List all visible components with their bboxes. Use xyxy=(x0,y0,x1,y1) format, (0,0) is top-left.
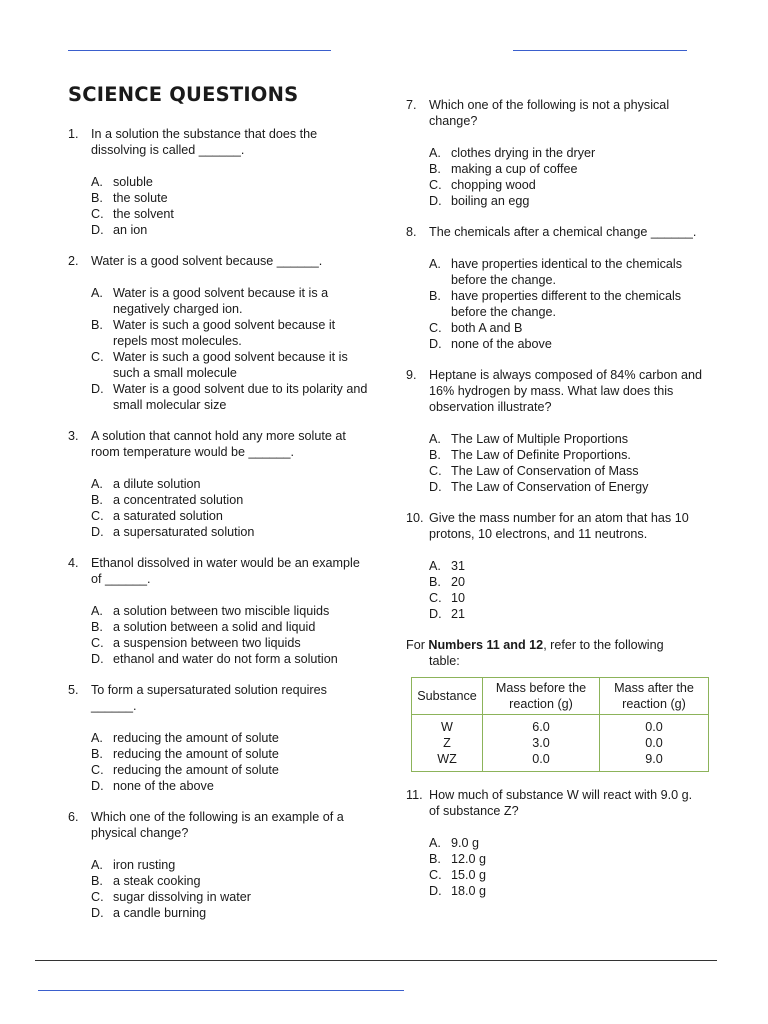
answer-choice xyxy=(91,619,368,635)
choice-text: 10 xyxy=(451,591,466,605)
choice-text: 9.0 g xyxy=(451,836,480,850)
question xyxy=(68,809,368,921)
question xyxy=(406,367,706,495)
answer-choice xyxy=(91,492,368,508)
choice-letter: C. xyxy=(429,868,442,882)
choice-text: The Law of Definite Proportions. xyxy=(451,448,631,462)
question-number: 6. xyxy=(68,810,79,824)
choice-letter: B. xyxy=(91,191,103,205)
header-link-line-left[interactable] xyxy=(68,50,331,51)
answer-choice xyxy=(429,161,706,177)
question-text: To form a supersaturated solution requires ______. xyxy=(91,683,327,713)
choice-text: reducing the amount of solute xyxy=(113,747,279,761)
question xyxy=(406,787,706,899)
choice-letter: B. xyxy=(91,493,103,507)
choice-letter: C. xyxy=(91,636,104,650)
question-text: The chemicals after a chemical change ______. xyxy=(429,225,697,239)
answer-choice xyxy=(91,889,368,905)
choice-list xyxy=(429,835,706,899)
question xyxy=(406,97,706,209)
right-column xyxy=(406,97,706,914)
question-text: A solution that cannot hold any more solute at room temperature would be ______. xyxy=(91,429,346,459)
choice-letter: C. xyxy=(91,509,104,523)
choice-text: The Law of Conservation of Mass xyxy=(451,464,639,478)
question-text: How much of substance W will react with 9.0 g. of substance Z? xyxy=(429,788,693,818)
choice-list xyxy=(91,603,368,667)
table-cell-substances: W Z WZ xyxy=(412,715,483,772)
answer-choice xyxy=(429,883,706,899)
choice-text: The Law of Multiple Proportions xyxy=(451,432,629,446)
answer-choice xyxy=(91,206,368,222)
answer-choice xyxy=(429,177,706,193)
choice-list xyxy=(91,857,368,921)
answer-choice xyxy=(429,590,706,606)
table-cell-mass-after: 0.0 0.0 9.0 xyxy=(600,715,709,772)
choice-letter: D. xyxy=(91,223,104,237)
answer-choice xyxy=(91,905,368,921)
answer-choice xyxy=(429,336,706,352)
choice-text: 12.0 g xyxy=(451,852,487,866)
footer-divider xyxy=(35,960,717,961)
question xyxy=(68,126,368,238)
question-text: Ethanol dissolved in water would be an example of ______. xyxy=(91,556,360,586)
choice-text: a supersaturated solution xyxy=(113,525,255,539)
question-number: 9. xyxy=(406,368,417,382)
choice-letter: C. xyxy=(429,591,442,605)
choice-letter: B. xyxy=(429,448,441,462)
choice-letter: B. xyxy=(429,289,441,303)
choice-text: none of the above xyxy=(451,337,552,351)
choice-text: the solute xyxy=(113,191,168,205)
choice-letter: D. xyxy=(91,525,104,539)
question-text: In a solution the substance that does the dissolving is called ______. xyxy=(91,127,318,157)
question-text: Heptane is always composed of 84% carbon and 16% hydrogen by mass. What law does this observation illustrate? xyxy=(429,368,703,414)
choice-letter: C. xyxy=(91,890,104,904)
question-text: Give the mass number for an atom that has 10 protons, 10 electrons, and 11 neutrons. xyxy=(429,511,689,541)
question-number: 3. xyxy=(68,429,79,443)
question-number: 11. xyxy=(406,788,423,802)
answer-choice xyxy=(91,778,368,794)
question xyxy=(406,510,706,622)
choice-text: both A and B xyxy=(451,321,523,335)
choice-letter: D. xyxy=(91,652,104,666)
answer-choice xyxy=(91,746,368,762)
answer-choice xyxy=(91,857,368,873)
answer-choice xyxy=(91,476,368,492)
choice-letter: A. xyxy=(429,432,441,446)
question xyxy=(68,682,368,794)
answer-choice xyxy=(91,349,368,381)
answer-choice xyxy=(429,288,706,320)
choice-letter: C. xyxy=(91,207,104,221)
choice-letter: B. xyxy=(91,874,103,888)
choice-letter: D. xyxy=(91,779,104,793)
choice-letter: A. xyxy=(429,146,441,160)
choice-letter: A. xyxy=(91,175,103,189)
choice-letter: B. xyxy=(91,747,103,761)
answer-choice xyxy=(91,190,368,206)
choice-text: sugar dissolving in water xyxy=(113,890,251,904)
choice-letter: B. xyxy=(91,620,103,634)
choice-letter: B. xyxy=(429,162,441,176)
choice-letter: B. xyxy=(91,318,103,332)
choice-letter: C. xyxy=(429,464,442,478)
choice-letter: D. xyxy=(91,382,104,396)
choice-letter: D. xyxy=(429,607,442,621)
choice-letter: A. xyxy=(91,858,103,872)
answer-choice xyxy=(429,463,706,479)
questions-7-10 xyxy=(406,97,706,622)
choice-text: Water is such a good solvent because it is such a small molecule xyxy=(113,350,348,380)
footer-link-line[interactable] xyxy=(38,990,404,991)
choice-text: none of the above xyxy=(113,779,214,793)
choice-text: have properties different to the chemicals before the change. xyxy=(451,289,682,319)
choice-text: chopping wood xyxy=(451,178,536,192)
data-table xyxy=(411,677,709,772)
header-link-line-right[interactable] xyxy=(513,50,687,51)
question-number: 5. xyxy=(68,683,79,697)
choice-letter: C. xyxy=(429,321,442,335)
answer-choice xyxy=(429,574,706,590)
choice-text: The Law of Conservation of Energy xyxy=(451,480,649,494)
choice-text: boiling an egg xyxy=(451,194,530,208)
choice-text: an ion xyxy=(113,223,148,237)
choice-text: making a cup of coffee xyxy=(451,162,578,176)
answer-choice xyxy=(429,479,706,495)
question-number: 2. xyxy=(68,254,79,268)
choice-letter: B. xyxy=(429,575,441,589)
choice-text: a solution between a solid and liquid xyxy=(113,620,316,634)
table-header-mass-after: Mass after the reaction (g) xyxy=(600,678,709,715)
choice-letter: A. xyxy=(429,257,441,271)
choice-text: a solution between two miscible liquids xyxy=(113,604,330,618)
choice-text: ethanol and water do not form a solution xyxy=(113,652,338,666)
choice-list xyxy=(91,476,368,540)
answer-choice xyxy=(429,447,706,463)
choice-list xyxy=(91,730,368,794)
answer-choice xyxy=(91,635,368,651)
answer-choice xyxy=(91,730,368,746)
question-text: Which one of the following is not a physical change? xyxy=(429,98,670,128)
choice-text: 15.0 g xyxy=(451,868,487,882)
choice-text: a steak cooking xyxy=(113,874,201,888)
choice-text: a candle burning xyxy=(113,906,207,920)
question xyxy=(68,555,368,667)
choice-text: Water is a good solvent because it is a negatively charged ion. xyxy=(113,286,329,316)
question xyxy=(68,253,368,413)
question-11 xyxy=(406,787,706,899)
choice-letter: B. xyxy=(429,852,441,866)
question xyxy=(68,428,368,540)
choice-text: Water is such a good solvent because it repels most molecules. xyxy=(113,318,336,348)
answer-choice xyxy=(91,524,368,540)
choice-letter: A. xyxy=(429,836,441,850)
question-number: 7. xyxy=(406,98,417,112)
choice-text: 20 xyxy=(451,575,466,589)
table-cell-mass-before: 6.0 3.0 0.0 xyxy=(483,715,600,772)
choice-letter: A. xyxy=(91,286,103,300)
answer-choice xyxy=(429,835,706,851)
question-number: 1. xyxy=(68,127,79,141)
answer-choice xyxy=(91,222,368,238)
choice-list xyxy=(91,174,368,238)
choice-letter: C. xyxy=(91,350,104,364)
choice-letter: D. xyxy=(429,884,442,898)
left-column xyxy=(68,126,368,936)
answer-choice xyxy=(429,145,706,161)
question-number: 8. xyxy=(406,225,417,239)
question-text: Water is a good solvent because ______. xyxy=(91,254,323,268)
choice-text: a saturated solution xyxy=(113,509,223,523)
answer-choice xyxy=(91,508,368,524)
choice-text: a concentrated solution xyxy=(113,493,244,507)
choice-text: have properties identical to the chemicals before the change. xyxy=(451,257,683,287)
choice-letter: D. xyxy=(429,337,442,351)
choice-text: soluble xyxy=(113,175,153,189)
question-text: Which one of the following is an example of a physical change? xyxy=(91,810,344,840)
choice-letter: D. xyxy=(429,194,442,208)
choice-list xyxy=(429,431,706,495)
choice-text: reducing the amount of solute xyxy=(113,763,279,777)
choice-text: iron rusting xyxy=(113,858,176,872)
answer-choice xyxy=(429,867,706,883)
answer-choice xyxy=(429,193,706,209)
choice-text: 31 xyxy=(451,559,466,573)
answer-choice xyxy=(91,651,368,667)
choice-list xyxy=(91,285,368,413)
answer-choice xyxy=(91,317,368,349)
choice-list xyxy=(429,558,706,622)
answer-choice xyxy=(429,256,706,288)
choice-text: 18.0 g xyxy=(451,884,487,898)
choice-letter: D. xyxy=(91,906,104,920)
choice-letter: A. xyxy=(91,731,103,745)
answer-choice xyxy=(91,873,368,889)
choice-list xyxy=(429,145,706,209)
choice-text: reducing the amount of solute xyxy=(113,731,279,745)
answer-choice xyxy=(91,762,368,778)
choice-list xyxy=(429,256,706,352)
answer-choice xyxy=(91,603,368,619)
answer-choice xyxy=(91,285,368,317)
question xyxy=(406,224,706,352)
choice-text: a dilute solution xyxy=(113,477,201,491)
choice-letter: A. xyxy=(91,477,103,491)
table-intro: For Numbers 11 and 12, refer to the following table: xyxy=(406,638,664,668)
answer-choice xyxy=(429,606,706,622)
choice-letter: A. xyxy=(429,559,441,573)
choice-letter: A. xyxy=(91,604,103,618)
answer-choice xyxy=(429,320,706,336)
choice-letter: D. xyxy=(429,480,442,494)
answer-choice xyxy=(91,381,368,413)
page-title: SCIENCE QUESTIONS xyxy=(68,83,299,106)
answer-choice xyxy=(429,558,706,574)
table-intro-bold: Numbers 11 and 12 xyxy=(428,638,544,652)
choice-text: Water is a good solvent due to its polarity and small molecular size xyxy=(113,382,368,412)
choice-letter: C. xyxy=(429,178,442,192)
question-number: 4. xyxy=(68,556,79,570)
choice-text: the solvent xyxy=(113,207,174,221)
table-header-mass-before: Mass before the reaction (g) xyxy=(483,678,600,715)
answer-choice xyxy=(429,851,706,867)
answer-choice xyxy=(429,431,706,447)
table-header-substance: Substance xyxy=(412,678,483,715)
choice-text: 21 xyxy=(451,607,466,621)
question-number: 10. xyxy=(406,511,424,525)
choice-text: clothes drying in the dryer xyxy=(451,146,596,160)
choice-text: a suspension between two liquids xyxy=(113,636,301,650)
answer-choice xyxy=(91,174,368,190)
choice-letter: C. xyxy=(91,763,104,777)
